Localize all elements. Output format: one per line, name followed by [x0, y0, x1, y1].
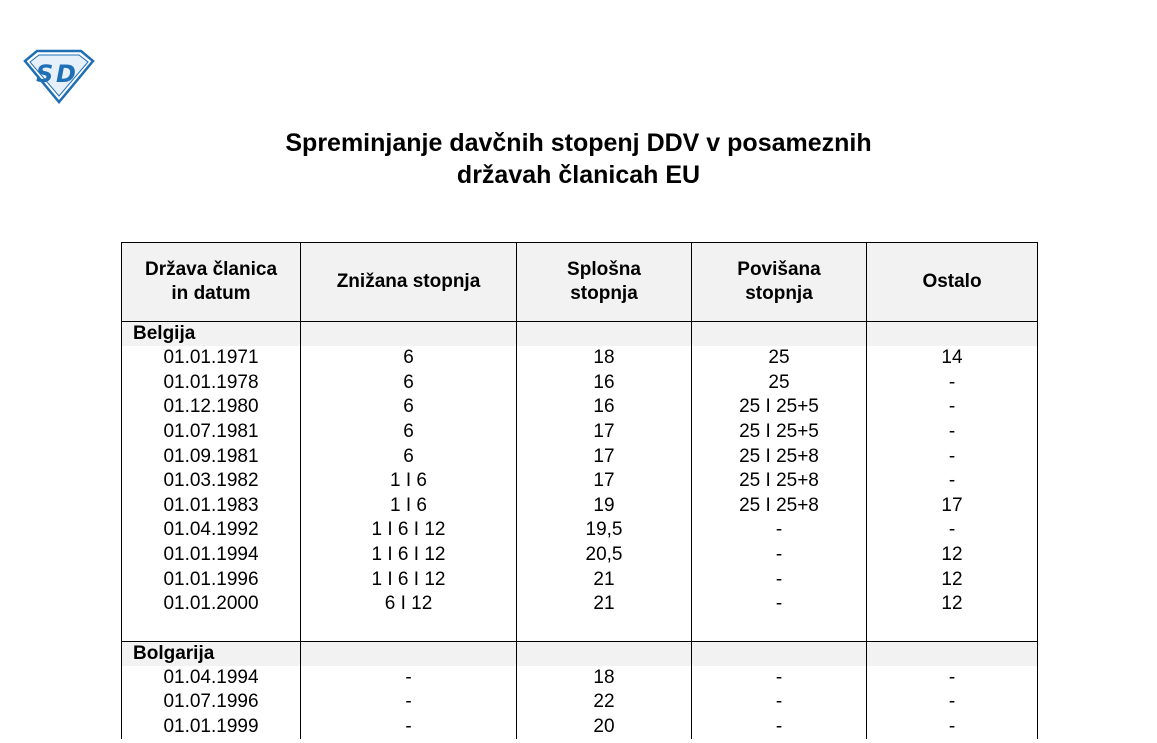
- standard-rate-cell: 20,5: [517, 543, 692, 568]
- company-logo: [22, 47, 96, 105]
- standard-rate-cell: 21: [517, 592, 692, 617]
- date-cell: 01.04.1994: [122, 666, 301, 691]
- date-cell: 01.01.1971: [122, 346, 301, 371]
- other-cell: 17: [867, 494, 1038, 519]
- increased-rate-cell: -: [692, 543, 867, 568]
- standard-rate-cell: 19: [517, 494, 692, 519]
- country-row-cell: [692, 641, 867, 666]
- table-row: [122, 469, 1038, 494]
- increased-rate-cell: 25 I 25+5: [692, 395, 867, 420]
- other-cell: -: [867, 715, 1038, 740]
- other-cell: -: [867, 420, 1038, 445]
- country-row-cell: [517, 322, 692, 347]
- country-row-cell: [301, 641, 517, 666]
- other-cell: 12: [867, 592, 1038, 617]
- country-row-cell: [301, 322, 517, 347]
- increased-rate-cell: 25: [692, 346, 867, 371]
- header-label: Država članica in datum: [144, 259, 278, 304]
- other-cell: -: [867, 690, 1038, 715]
- reduced-rate-cell: -: [301, 715, 517, 740]
- spacer-row: [122, 617, 1038, 642]
- table-body: [122, 322, 1038, 740]
- standard-rate-cell: 22: [517, 690, 692, 715]
- date-cell: 01.03.1982: [122, 469, 301, 494]
- other-cell: -: [867, 371, 1038, 396]
- date-cell: 01.01.1996: [122, 567, 301, 592]
- increased-rate-cell: 25 I 25+5: [692, 420, 867, 445]
- increased-rate-cell: -: [692, 666, 867, 691]
- increased-rate-cell: 25 I 25+8: [692, 494, 867, 519]
- spacer-cell: [122, 617, 301, 642]
- date-cell: 01.01.1978: [122, 371, 301, 396]
- standard-rate-cell: 17: [517, 444, 692, 469]
- date-cell: 01.01.1983: [122, 494, 301, 519]
- increased-rate-cell: -: [692, 592, 867, 617]
- table-row: [122, 518, 1038, 543]
- date-cell: 01.01.1999: [122, 715, 301, 740]
- spacer-cell: [692, 617, 867, 642]
- document-title: [0, 127, 1157, 191]
- svg-text:S: S: [36, 60, 54, 88]
- reduced-rate-cell: 6: [301, 420, 517, 445]
- vat-rates-table: [121, 242, 1038, 739]
- increased-rate-cell: -: [692, 690, 867, 715]
- increased-rate-cell: 25: [692, 371, 867, 396]
- standard-rate-cell: 18: [517, 666, 692, 691]
- standard-rate-cell: 21: [517, 567, 692, 592]
- reduced-rate-cell: -: [301, 666, 517, 691]
- title-line-2: državah članicah EU: [456, 161, 701, 189]
- increased-rate-cell: 25 I 25+8: [692, 469, 867, 494]
- date-cell: 01.07.1996: [122, 690, 301, 715]
- increased-rate-cell: -: [692, 518, 867, 543]
- table-row: [122, 444, 1038, 469]
- table-row: [122, 666, 1038, 691]
- table-row: [122, 395, 1038, 420]
- other-cell: 14: [867, 346, 1038, 371]
- reduced-rate-cell: 6: [301, 371, 517, 396]
- table-row: [122, 592, 1038, 617]
- country-row-cell: [692, 322, 867, 347]
- table-row: [122, 715, 1038, 740]
- other-cell: 12: [867, 543, 1038, 568]
- date-cell: 01.09.1981: [122, 444, 301, 469]
- increased-rate-cell: -: [692, 715, 867, 740]
- table-row: [122, 420, 1038, 445]
- table-row: [122, 346, 1038, 371]
- other-cell: 12: [867, 567, 1038, 592]
- title-line-1: Spreminjanje davčnih stopenj DDV v posameznih: [285, 129, 872, 157]
- other-cell: -: [867, 395, 1038, 420]
- standard-rate-cell: 16: [517, 371, 692, 396]
- reduced-rate-cell: 6: [301, 346, 517, 371]
- spacer-cell: [301, 617, 517, 642]
- country-row: [122, 641, 1038, 666]
- table-row: [122, 567, 1038, 592]
- header-label: Znižana stopnja: [336, 271, 481, 292]
- header-label: Ostalo: [922, 271, 982, 292]
- date-cell: 01.01.2000: [122, 592, 301, 617]
- reduced-rate-cell: 6: [301, 395, 517, 420]
- reduced-rate-cell: 6 I 12: [301, 592, 517, 617]
- header-standard-rate: [517, 243, 692, 322]
- country-row-cell: [867, 322, 1038, 347]
- table-row: [122, 494, 1038, 519]
- standard-rate-cell: 19,5: [517, 518, 692, 543]
- country-row-cell: [517, 641, 692, 666]
- reduced-rate-cell: 1 I 6: [301, 469, 517, 494]
- header-reduced-rate: [301, 243, 517, 322]
- other-cell: -: [867, 666, 1038, 691]
- standard-rate-cell: 18: [517, 346, 692, 371]
- increased-rate-cell: -: [692, 567, 867, 592]
- standard-rate-cell: 17: [517, 469, 692, 494]
- table-row: [122, 690, 1038, 715]
- other-cell: -: [867, 518, 1038, 543]
- reduced-rate-cell: 1 I 6 I 12: [301, 543, 517, 568]
- spacer-cell: [517, 617, 692, 642]
- date-cell: 01.04.1992: [122, 518, 301, 543]
- table-row: [122, 543, 1038, 568]
- header-increased-rate: [692, 243, 867, 322]
- country-row: [122, 322, 1038, 347]
- reduced-rate-cell: 1 I 6 I 12: [301, 567, 517, 592]
- standard-rate-cell: 17: [517, 420, 692, 445]
- standard-rate-cell: 16: [517, 395, 692, 420]
- increased-rate-cell: 25 I 25+8: [692, 444, 867, 469]
- standard-rate-cell: 20: [517, 715, 692, 740]
- other-cell: -: [867, 469, 1038, 494]
- country-row-cell: [867, 641, 1038, 666]
- header-label: Povišana stopnja: [737, 259, 821, 304]
- spacer-cell: [867, 617, 1038, 642]
- reduced-rate-cell: 1 I 6 I 12: [301, 518, 517, 543]
- reduced-rate-cell: 1 I 6: [301, 494, 517, 519]
- other-cell: -: [867, 444, 1038, 469]
- header-country-date: [122, 243, 301, 322]
- date-cell: 01.12.1980: [122, 395, 301, 420]
- date-cell: 01.01.1994: [122, 543, 301, 568]
- header-other: [867, 243, 1038, 322]
- table-row: [122, 371, 1038, 396]
- country-name: Bolgarija: [122, 641, 301, 666]
- table-header-row: [122, 243, 1038, 322]
- svg-text:D: D: [56, 60, 76, 88]
- header-label: Splošna stopnja: [567, 259, 641, 304]
- reduced-rate-cell: 6: [301, 444, 517, 469]
- reduced-rate-cell: -: [301, 690, 517, 715]
- date-cell: 01.07.1981: [122, 420, 301, 445]
- country-name: Belgija: [122, 322, 301, 347]
